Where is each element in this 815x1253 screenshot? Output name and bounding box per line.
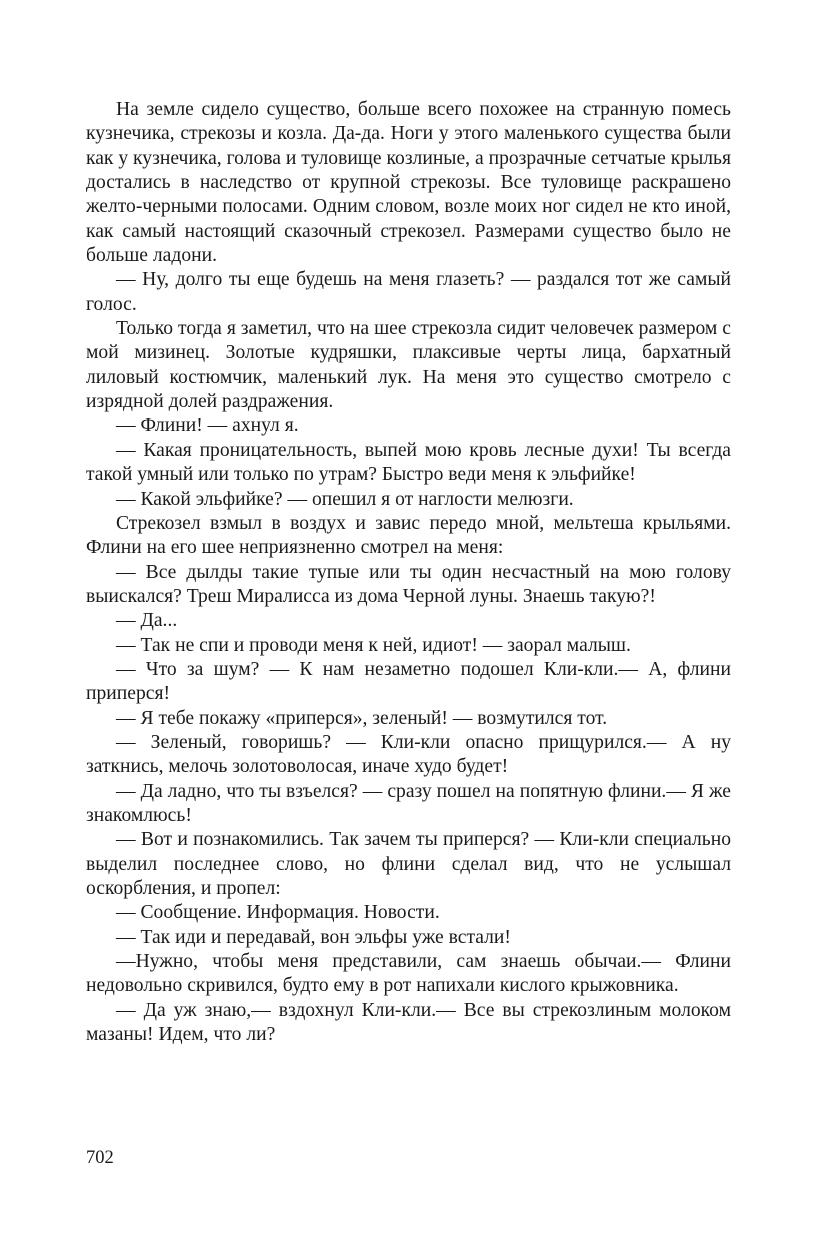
paragraph: Только тогда я заметил, что на шее стрекозла сидит человечек размером с мой мизинец. Золотые кудряшки, плаксивые черты лица, бархатный лиловый костюмчик, маленький лук. На меня это существо смотрело с изрядной долей раздражения. — [86, 318, 731, 413]
paragraph: — Ну, долго ты еще будешь на меня глазеть? — раздался тот же самый голос. — [86, 269, 731, 315]
paragraph: — Все дылды такие тупые или ты один несчастный на мою голову выискался? Треш Миралисса из дома Черной луны. Знаешь такую?! — [86, 561, 731, 607]
paragraph: —Нужно, чтобы меня представили, сам знаешь обычаи.— Флини недовольно скривился, будто ему в рот напихали кислого крыжовника. — [86, 951, 731, 997]
paragraph: — Так не спи и проводи меня к ней, идиот! — заорал малыш. — [116, 634, 631, 656]
paragraph: — Какой эльфийке? — опешил я от наглости мелюзги. — [116, 488, 574, 510]
paragraph: — Флини! — ахнул я. — [116, 415, 299, 437]
page-number: 702 — [86, 1148, 114, 1168]
paragraph: — Сообщение. Информация. Новости. — [116, 902, 440, 924]
paragraph: — Какая проницательность, выпей мою кровь лесные духи! Ты всегда такой умный или только по утрам? Быстро веди меня к эльфийке! — [86, 439, 731, 486]
paragraph: — Вот и познакомились. Так зачем ты приперся? — Кли-кли специально выделил последнее слово, но флини сделал вид, что не услышал оскорбления, и пропел: — [86, 829, 731, 899]
paragraph: — Да... — [116, 610, 178, 632]
paragraph: На земле сидело существо, больше всего похожее на странную помесь кузнечика, стрекозы и козла. Да-да. Ноги у этого маленького существа были как у кузнечика, голова и туловище козлиные, а прозрачные сетчатые крылья достались в наследство от крупной стрекозы. Все туловище раскрашено желто-черными полосами. Одним словом, возле моих ног сидел не кто иной, как самый настоящий сказочный стрекозел. Размерами существо было не больше ладони. — [86, 99, 731, 267]
paragraph: — Что за шум? — К нам незаметно подошел Кли-кли.— А, флини приперся! — [86, 658, 731, 705]
paragraph: — Зеленый, говоришь? — Кли-кли опасно прищурился.— А ну заткнись, мелочь золотоволосая, иначе худо будет! — [86, 731, 731, 778]
paragraph: — Так иди и передавай, вон эльфы уже встали! — [116, 926, 511, 948]
book-page-text — [86, 98, 731, 1047]
paragraph: Стрекозел взмыл в воздух и завис передо мной, мельтеша крыльями. Флини на его шее неприязненно смотрел на меня: — [86, 512, 731, 559]
paragraph: — Я тебе покажу «приперся», зеленый! — возмутился тот. — [116, 707, 608, 729]
paragraph: — Да ладно, что ты взъелся? — сразу пошел на попятную флини.— Я же знакомлюсь! — [86, 780, 731, 826]
paragraph: — Да уж знаю,— вздохнул Кли-кли.— Все вы стрекозлиным молоком мазаны! Идем, что ли? — [86, 999, 731, 1046]
